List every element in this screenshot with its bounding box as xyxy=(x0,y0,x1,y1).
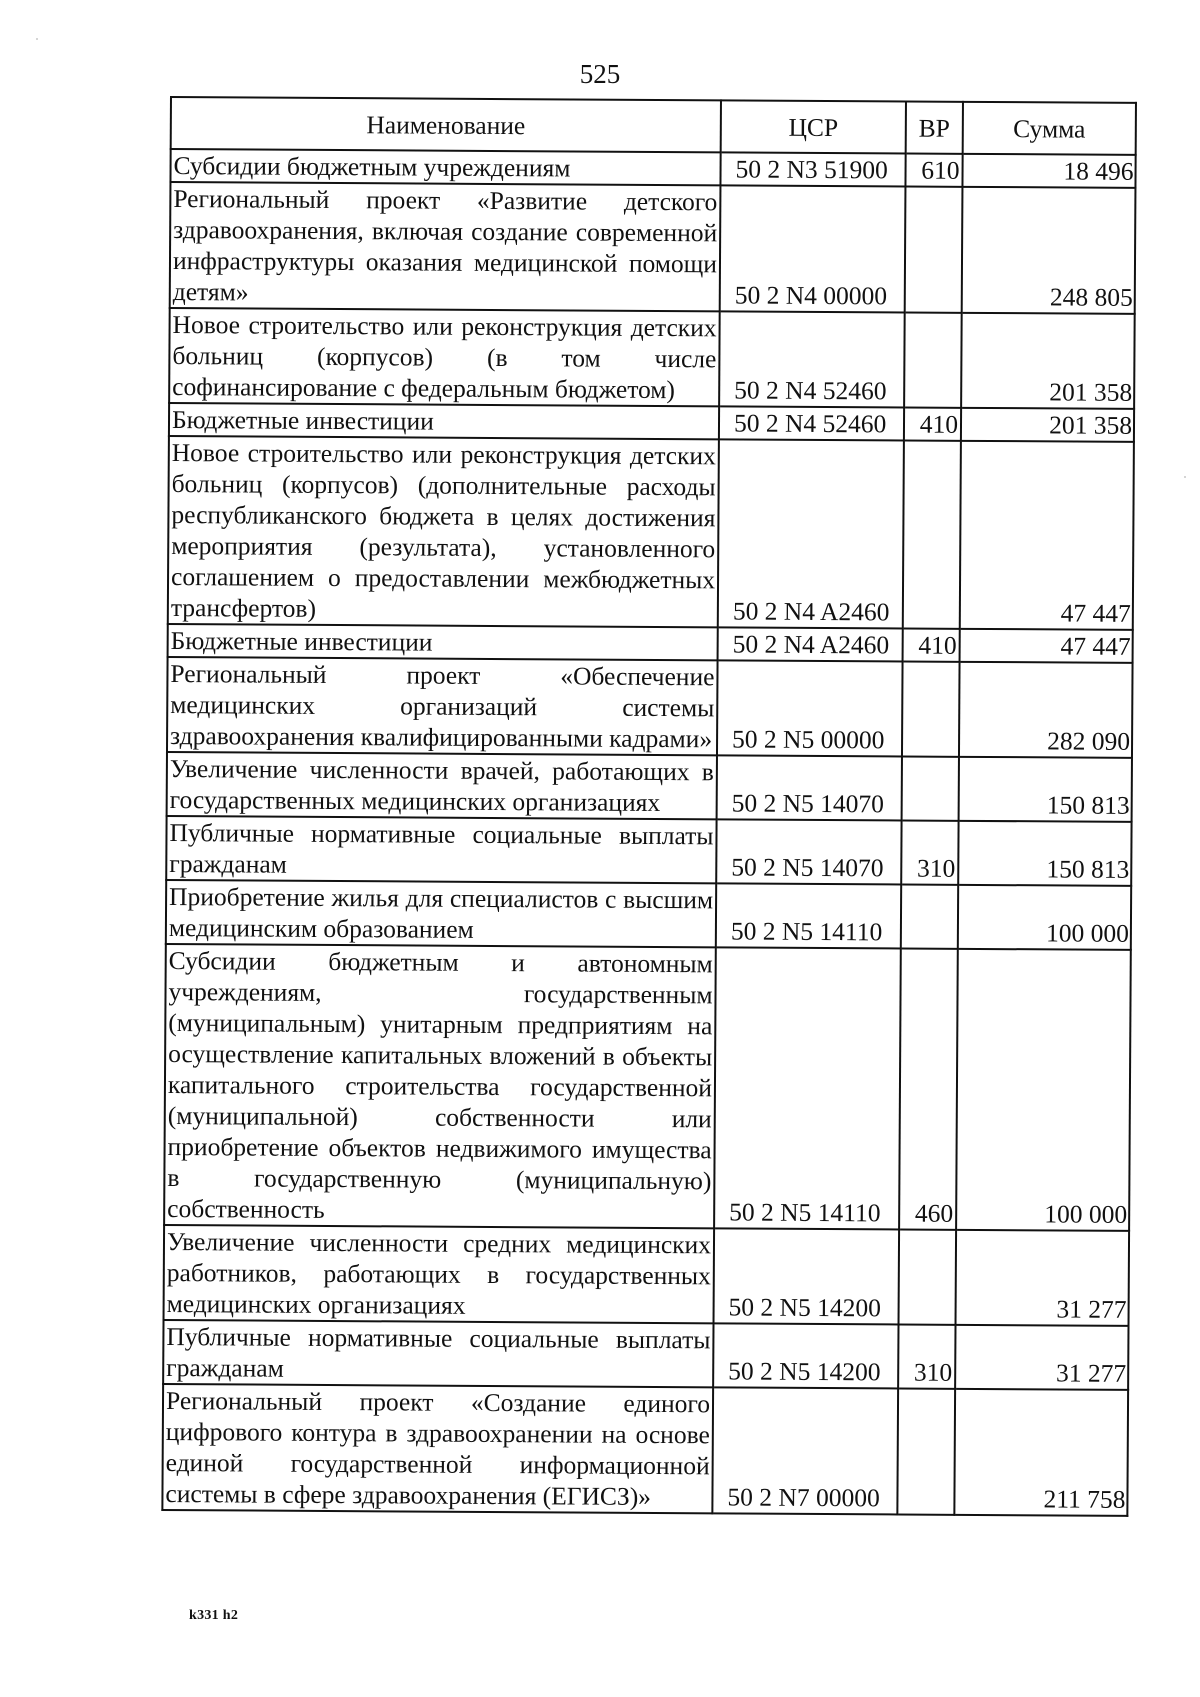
row-csr: 50 2 N4 52460 xyxy=(719,406,904,440)
row-sum: 18 496 xyxy=(962,154,1135,188)
row-csr: 50 2 N5 00000 xyxy=(717,660,903,756)
row-vr xyxy=(905,186,963,312)
table-row xyxy=(169,308,1135,409)
table-row xyxy=(162,1384,1128,1516)
row-csr: 50 2 N4 00000 xyxy=(720,185,906,312)
row-vr: 610 xyxy=(905,153,962,186)
row-sum: 31 277 xyxy=(956,1230,1130,1326)
row-csr: 50 2 N5 14200 xyxy=(713,1323,898,1388)
row-name: Бюджетные инвестиции xyxy=(169,403,719,439)
row-vr xyxy=(903,440,961,628)
row-sum: 31 277 xyxy=(955,1325,1128,1390)
scan-speck xyxy=(1184,476,1186,478)
table-row xyxy=(166,816,1131,886)
row-csr: 50 2 N4 A2460 xyxy=(718,627,903,661)
row-csr: 50 2 N5 14070 xyxy=(717,755,902,820)
row-vr: 460 xyxy=(899,948,958,1229)
header-vr: ВР xyxy=(906,101,963,153)
table-row xyxy=(164,1225,1130,1326)
header-sum: Сумма xyxy=(963,102,1136,155)
row-name: Региональный проект «Развитие детского здравоохранения, включая создание современной инфраструктуры оказания медицинской помощи детям» xyxy=(170,182,721,311)
row-sum: 201 358 xyxy=(961,313,1135,409)
row-vr: 410 xyxy=(903,628,960,661)
row-vr xyxy=(901,884,958,948)
table-row xyxy=(167,752,1132,822)
page-number: 525 xyxy=(579,59,621,89)
row-vr xyxy=(897,1388,955,1514)
row-sum: 47 447 xyxy=(960,629,1133,663)
row-vr: 410 xyxy=(904,407,961,440)
row-name: Публичные нормативные социальные выплаты гражданам xyxy=(163,1320,713,1387)
row-name: Приобретение жилья для специалистов с высшим медицинским образованием xyxy=(166,880,716,947)
row-vr: 310 xyxy=(898,1324,955,1388)
row-name: Публичные нормативные социальные выплаты гражданам xyxy=(166,816,716,883)
row-sum: 248 805 xyxy=(962,187,1136,314)
header-csr: ЦСР xyxy=(721,100,906,153)
table-row xyxy=(164,944,1131,1231)
row-csr: 50 2 N4 A2460 xyxy=(718,439,904,628)
table-header-row xyxy=(171,97,1136,155)
row-name: Новое строительство или реконструкция детских больниц (корпусов) (дополнительные расходы республиканского бюджета в целях достижения мероприятия (результата), установленного соглашением о предоставлении межбюджетных трансфертов) xyxy=(168,436,719,627)
row-csr: 50 2 N4 52460 xyxy=(719,311,905,407)
row-name: Субсидии бюджетным учреждениям xyxy=(170,149,720,185)
row-vr: 310 xyxy=(901,820,958,884)
table-row xyxy=(168,436,1134,630)
row-name: Увеличение численности средних медицинских работников, работающих в государственных медицинских организациях xyxy=(164,1225,715,1323)
budget-table xyxy=(161,96,1137,1517)
scan-speck xyxy=(36,38,38,40)
table-row xyxy=(170,182,1136,314)
row-sum: 150 813 xyxy=(958,821,1131,886)
row-name: Субсидии бюджетным и автономным учреждениям, государственным (муниципальным) унитарным предприятиям на осуществление капитальных вложений в объекты капитального строительства государственной (муниципальной) собственности или приобретение объектов недвижимого имущества в государственную (муниципальную) собственность xyxy=(164,944,716,1228)
row-sum: 150 813 xyxy=(959,757,1132,822)
row-csr: 50 2 N5 14070 xyxy=(716,819,901,884)
row-sum: 201 358 xyxy=(961,408,1134,442)
row-name: Новое строительство или реконструкция детских больниц (корпусов) (в том числе софинансирование с федеральным бюджетом) xyxy=(169,308,720,406)
row-csr: 50 2 N3 51900 xyxy=(720,152,905,186)
row-csr: 50 2 N5 14110 xyxy=(714,947,901,1229)
row-vr xyxy=(902,756,959,820)
table-row xyxy=(167,657,1133,758)
row-vr xyxy=(904,312,962,407)
row-sum: 211 758 xyxy=(954,1389,1128,1516)
row-name: Региональный проект «Обеспечение медицинских организаций системы здравоохранения квалифицированными кадрами» xyxy=(167,657,718,755)
row-name: Увеличение численности врачей, работающих в государственных медицинских организациях xyxy=(167,752,717,819)
row-vr xyxy=(899,1229,957,1324)
header-name: Наименование xyxy=(171,97,721,152)
row-vr xyxy=(902,661,960,756)
table-row xyxy=(163,1320,1128,1390)
row-csr: 50 2 N5 14110 xyxy=(716,883,901,948)
row-sum: 282 090 xyxy=(959,662,1133,758)
row-name: Региональный проект «Создание единого цифрового контура в здравоохранении на основе единой государственной информационной системы в сфере здравоохранения (ЕГИСЗ)» xyxy=(162,1384,713,1513)
row-sum: 100 000 xyxy=(958,885,1131,950)
footer-code: k331 h2 xyxy=(189,1608,239,1623)
table-row xyxy=(166,880,1131,950)
row-sum: 100 000 xyxy=(956,949,1131,1231)
row-sum: 47 447 xyxy=(960,441,1134,630)
row-csr: 50 2 N5 14200 xyxy=(714,1228,900,1324)
row-name: Бюджетные инвестиции xyxy=(168,624,718,660)
row-csr: 50 2 N7 00000 xyxy=(712,1387,898,1514)
